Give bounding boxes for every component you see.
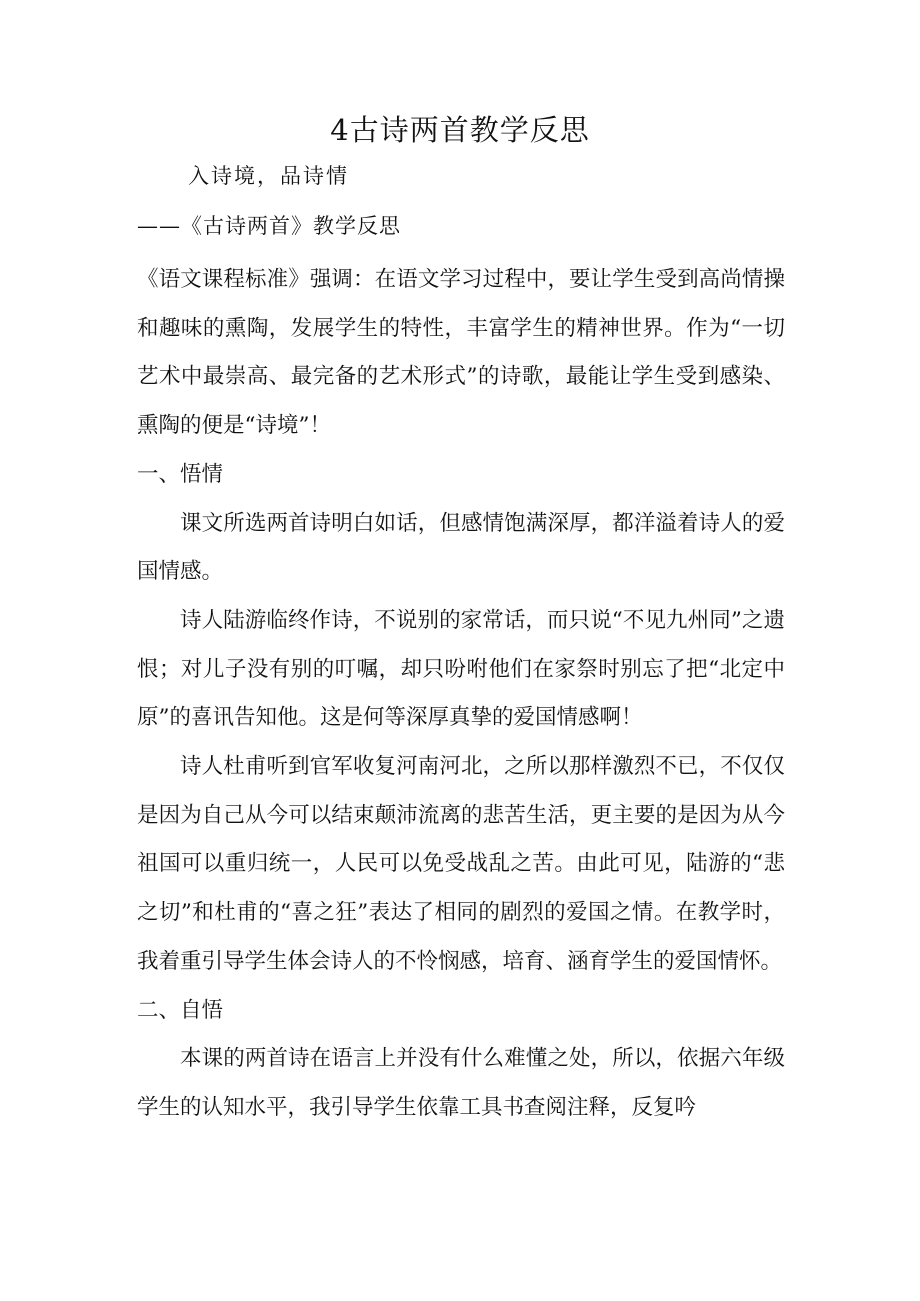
paragraph: 诗人陆游临终作诗，不说别的家常话，而只说“不见九州同”之遗恨；对儿子没有别的叮嘱，却只吩咐他们在家祭时别忘了把“北定中原”的喜讯告知他。这是何等深厚真挚的爱国情感啊！ xyxy=(137,607,785,731)
document-subtitle: 入诗境，品诗情 xyxy=(188,164,349,188)
paragraph-intro: 《语文课程标准》强调：在语文学习过程中，要让学生受到高尚情操和趣味的熏陶，发展学生的特性，丰富学生的精神世界。作为“一切艺术中最崇高、最完备的艺术形式”的诗歌，最能让学生受到感染、熏陶的便是“诗境”！ xyxy=(137,267,785,439)
section-heading-1: 一、悟情 xyxy=(137,461,224,487)
paragraph: 课文所选两首诗明白如话，但感情饱满深厚，都洋溢着诗人的爱国情感。 xyxy=(137,510,785,585)
paragraph: 诗人杜甫听到官军收复河南河北，之所以那样激烈不已，不仅仅是因为自己从今可以结束颠沛流离的悲苦生活，更主要的是因为从今祖国可以重归统一，人民可以免受战乱之苦。由此可见，陆游的“悲之切”和杜甫的“喜之狂”表达了相同的剧烈的爱国之情。在教学时，我着重引导学生体会诗人的不怜悯感，培育、涵育学生的爱国情怀。 xyxy=(137,754,785,974)
document-body xyxy=(137,256,785,1133)
document-title: 4古诗两首教学反思 xyxy=(330,113,590,147)
document-subtitle-secondary: ——《古诗两首》教学反思 xyxy=(137,214,401,238)
paragraph: 本课的两首诗在语言上并没有什么难懂之处，所以，依据六年级学生的认知水平，我引导学生依靠工具书查阅注释，反复吟 xyxy=(137,1046,785,1120)
section-heading-2: 二、自悟 xyxy=(137,997,224,1023)
